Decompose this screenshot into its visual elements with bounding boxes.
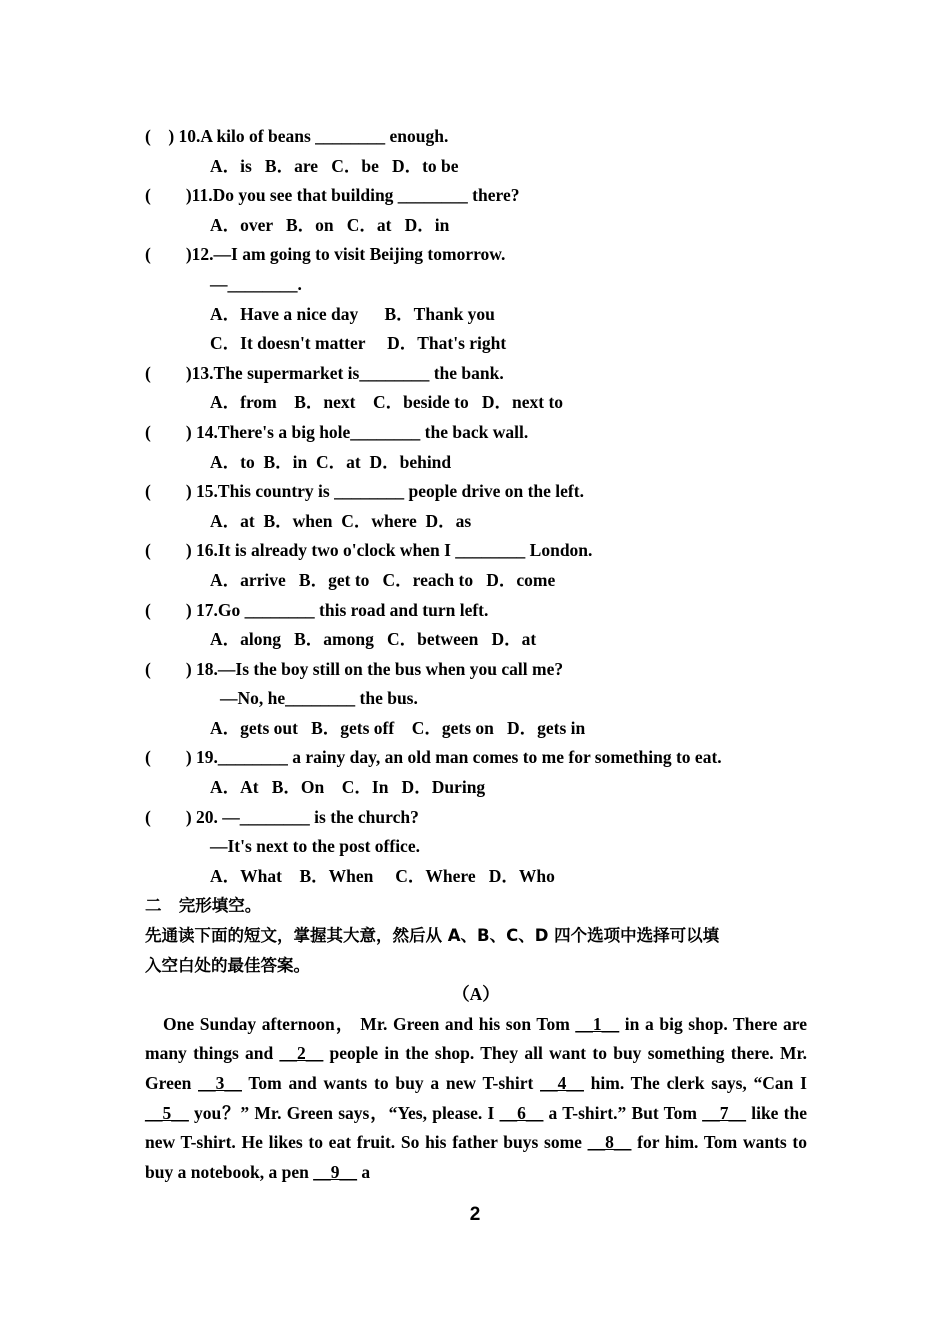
passage-text: you？” Mr. Green says，“Yes, please. I [188,1102,500,1123]
question-options: A．to B．in C．at D．behind [210,451,452,472]
passage-label: （A） [452,984,500,1005]
question-stem: ( )13.The supermarket is________ the bank. [145,362,504,383]
section-instruction: 入空白处的最佳答案。 [145,955,310,975]
question-options: A．over B．on C．at D．in [210,214,450,235]
blank-4: __4__ [540,1073,584,1093]
section-instruction: 先通读下面的短文，掌握其大意，然后从 A、B、C、D 四个选项中选择可以填 [145,926,720,946]
blank-6: __6__ [499,1102,544,1123]
passage-text: him. The clerk says, “Can I [583,1073,807,1093]
passage-text: like the new T-shirt. He likes to eat fruit. So his father buys some [145,1102,807,1153]
page-number: 2 [469,1204,481,1225]
passage-text: Tom and wants to buy a new T-shirt [241,1073,541,1093]
question-options: A．from B．next C．beside to D．next to [210,392,564,413]
question-19 [145,743,807,802]
passage-text: people in the shop. They all want to buy something there. Mr. Green [145,1043,808,1093]
blank-1: __1__ [575,1013,620,1034]
question-16 [145,536,807,595]
question-17 [145,596,807,655]
question-14 [145,418,807,477]
worksheet-page [145,122,807,1187]
question-stem: ( ) 19.________ a rainy day, an old man comes to me for something to eat. [145,747,722,768]
passage-text: a T-shirt.” But Tom [543,1102,703,1123]
question-options: A．gets out B．gets off C．gets on D．gets in [210,717,586,738]
blank-9: __9__ [313,1161,357,1182]
blank-3: __3__ [198,1073,242,1093]
question-response: —________. [210,273,302,294]
question-stem: ( )11.Do you see that building ________ there? [145,185,520,206]
question-15 [145,477,807,536]
section-heading: 二 完形填空。 [145,896,262,916]
question-18 [145,655,807,744]
question-stem: ( ) 18.—Is the boy still on the bus when you call me? [145,658,564,679]
question-stem: ( ) 15.This country is ________ people drive on the left. [145,481,584,502]
question-stem: ( ) 17.Go ________ this road and turn left. [145,599,489,620]
question-options: A．What B．When C．Where D．Who [210,865,555,886]
question-response: —No, he________ the bus. [220,688,418,709]
question-options: A．Have a nice day B．Thank you [210,303,495,324]
passage-text: in a big shop. There are many things and [145,1013,807,1064]
passage-text: One Sunday afternoon， Mr. Green and his son Tom [163,1013,576,1034]
question-options: A．is B．are C．be D．to be [210,155,459,176]
passage-text: a [357,1161,371,1182]
blank-5: __5__ [145,1102,189,1123]
question-stem: ( ) 14.There's a big hole________ the back wall. [145,421,529,442]
question-10 [145,122,807,181]
question-stem: ( ) 20. —________ is the church? [145,806,419,827]
blank-7: __7__ [702,1102,746,1123]
question-stem: ( ) 10.A kilo of beans ________ enough. [145,126,449,146]
blank-8: __8__ [587,1132,632,1153]
question-options: A．arrive B．get to C．reach to D．come [210,569,556,590]
question-options: C．It doesn't matter D．That's right [210,333,507,354]
question-options: A．along B．among C．between D．at [210,629,537,650]
question-stem: ( )12.—I am going to visit Beijing tomorrow. [145,244,506,265]
question-options: A．At B．On C．In D．During [210,777,486,798]
question-response: —It's next to the post office. [210,836,420,857]
passage-text: for him. Tom wants to buy a notebook, a pen [145,1132,807,1182]
question-11 [145,181,807,240]
blank-2: __2__ [279,1043,324,1064]
question-13 [145,359,807,418]
question-12 [145,240,807,358]
question-stem: ( ) 16.It is already two o'clock when I ________ London. [145,540,593,561]
question-options: A．at B．when C．where D．as [210,510,472,531]
question-20 [145,803,807,892]
cloze-passage [145,1010,807,1188]
